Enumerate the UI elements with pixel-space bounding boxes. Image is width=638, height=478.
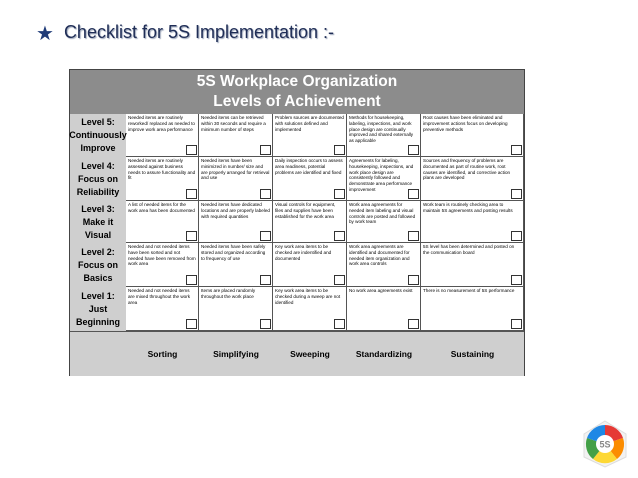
checkbox[interactable] bbox=[408, 189, 419, 199]
criteria-text: Work area agreements for needed item labeling and visual controls are posted and followed by work team bbox=[349, 202, 416, 225]
checkbox[interactable] bbox=[260, 189, 271, 199]
criteria-cell bbox=[199, 243, 273, 287]
criteria-text: Key work area items to be checked during a sweep are not identified bbox=[275, 288, 341, 305]
criteria-cell bbox=[126, 201, 199, 243]
achievement-matrix bbox=[69, 69, 525, 376]
checkbox[interactable] bbox=[334, 231, 345, 241]
slide-header bbox=[36, 22, 334, 43]
criteria-text: Items are placed randomly throughout the work place bbox=[201, 288, 256, 299]
criteria-cell bbox=[273, 243, 347, 287]
checkbox[interactable] bbox=[511, 189, 522, 199]
logo-text: 5S bbox=[599, 439, 611, 450]
criteria-cell bbox=[126, 243, 199, 287]
checkbox[interactable] bbox=[186, 275, 197, 285]
checkbox[interactable] bbox=[511, 319, 522, 329]
checkbox[interactable] bbox=[334, 275, 345, 285]
criteria-cell bbox=[421, 287, 524, 331]
checkbox[interactable] bbox=[186, 145, 197, 155]
criteria-cell bbox=[273, 201, 347, 243]
checkbox[interactable] bbox=[334, 319, 345, 329]
criteria-cell bbox=[347, 243, 421, 287]
checkbox[interactable] bbox=[511, 231, 522, 241]
criteria-cell bbox=[199, 201, 273, 243]
criteria-cell bbox=[347, 157, 421, 201]
level-4-label: Level 4: Focus on Reliability bbox=[76, 160, 120, 197]
criteria-text: Daily inspection occurs to assess area readiness, potential problems are identified and fixed bbox=[275, 158, 343, 175]
checkbox[interactable] bbox=[334, 189, 345, 199]
checkbox[interactable] bbox=[260, 145, 271, 155]
matrix-banner bbox=[70, 70, 524, 114]
criteria-cell bbox=[347, 287, 421, 331]
criteria-text: A list of needed items for the work area has been documented bbox=[128, 202, 195, 213]
checkbox[interactable] bbox=[408, 145, 419, 155]
criteria-text: Needed items are routinely reworked/ replaced as needed to improve work area performance bbox=[128, 115, 195, 132]
criteria-cell bbox=[421, 114, 524, 157]
banner-subtitle: Levels of Achievement bbox=[213, 93, 381, 110]
criteria-cell bbox=[347, 114, 421, 157]
pillar-label: Standardizing bbox=[355, 349, 413, 359]
checkbox[interactable] bbox=[408, 231, 419, 241]
criteria-text: Problem sources are documented with solutions defined and implemented bbox=[275, 115, 344, 132]
criteria-cell bbox=[421, 157, 524, 201]
checkbox[interactable] bbox=[511, 145, 522, 155]
criteria-text: Needed items have been safely stored and organized according to frequency of use bbox=[201, 244, 266, 261]
criteria-text: Visual controls for equipment, files and supplies have been established for the work area bbox=[275, 202, 336, 219]
criteria-cell bbox=[421, 243, 524, 287]
level-column bbox=[70, 114, 126, 331]
criteria-text: Sources and frequency of problems are documented as part of routine work, root causes are identified, and corrective action plans are developed bbox=[423, 158, 511, 181]
checkbox[interactable] bbox=[334, 145, 345, 155]
checkbox[interactable] bbox=[260, 231, 271, 241]
checkbox[interactable] bbox=[408, 275, 419, 285]
pillar-label: Sustaining bbox=[450, 349, 495, 359]
banner-title: 5S Workplace Organization bbox=[196, 73, 398, 90]
criteria-text: There is no measurement of 5S performance bbox=[423, 288, 515, 293]
checkbox[interactable] bbox=[260, 275, 271, 285]
checkbox[interactable] bbox=[511, 275, 522, 285]
criteria-text: Needed items are routinely assessed against business needs to assure functionality and fit bbox=[128, 158, 196, 181]
criteria-grid bbox=[126, 114, 524, 331]
pillar-row bbox=[70, 331, 524, 376]
criteria-text: Needed and not needed items are mixed throughout the work area bbox=[128, 288, 191, 305]
criteria-cell bbox=[199, 114, 273, 157]
pillar-label: Sorting bbox=[147, 349, 178, 359]
criteria-text: Root causes have been eliminated and improvement actions focus on developing preventive methods bbox=[423, 115, 508, 132]
criteria-text: 5S level has been determined and posted on the communication board bbox=[423, 244, 515, 255]
checkbox[interactable] bbox=[186, 319, 197, 329]
level-5-label: Level 5: Continuously Improve bbox=[69, 117, 127, 153]
checkbox[interactable] bbox=[186, 189, 197, 199]
pillar-label: Sweeping bbox=[290, 349, 330, 359]
criteria-text: Agreements for labeling, housekeeping, inspections, and work place design are consistently followed and demonstrate area performance improvement bbox=[349, 158, 414, 192]
pillar-label: Simplifying bbox=[213, 349, 259, 359]
checkbox[interactable] bbox=[408, 319, 419, 329]
criteria-cell bbox=[126, 114, 199, 157]
criteria-text: Methods for housekeeping, labeling, inspections, and work place design are continually improved and shared externally as applicable bbox=[349, 115, 414, 144]
criteria-cell bbox=[126, 157, 199, 201]
criteria-cell bbox=[347, 201, 421, 243]
criteria-text: No work area agreements exist bbox=[349, 288, 413, 293]
criteria-cell bbox=[421, 201, 524, 243]
5s-logo-icon bbox=[580, 419, 630, 469]
criteria-cell bbox=[273, 157, 347, 201]
criteria-text: Needed and not needed items have been sorted and not needed have been removed from work area bbox=[128, 244, 196, 267]
criteria-text: Work team is routinely checking area to maintain 5S agreements and posting results bbox=[423, 202, 513, 213]
criteria-text: Needed items have dedicated locations and are properly labeled with required quantities bbox=[201, 202, 270, 219]
star-icon: ★ bbox=[36, 20, 54, 45]
slide-title: Checklist for 5S Implementation :- bbox=[63, 22, 335, 42]
level-1-label: Level 1: Just Beginning bbox=[76, 290, 120, 327]
criteria-cell bbox=[273, 114, 347, 157]
criteria-cell bbox=[126, 287, 199, 331]
level-2-label: Level 2: Focus on Basics bbox=[78, 246, 118, 283]
checkbox[interactable] bbox=[260, 319, 271, 329]
level-3-label: Level 3: Make it Visual bbox=[81, 203, 115, 240]
criteria-cell bbox=[273, 287, 347, 331]
criteria-cell bbox=[199, 157, 273, 201]
criteria-text: Key work area items to be checked are indentified and documented bbox=[275, 244, 332, 261]
criteria-text: Needed items have been minimized in number/ size and are properly arranged for retrieval and use bbox=[201, 158, 270, 181]
criteria-text: Work area agreements are identified and documented for needed item organization and work area controls bbox=[349, 244, 410, 267]
criteria-text: Needed items can be retrieved within 30 seconds and require a minimum number of steps bbox=[201, 115, 266, 132]
criteria-cell bbox=[199, 287, 273, 331]
checkbox[interactable] bbox=[186, 231, 197, 241]
